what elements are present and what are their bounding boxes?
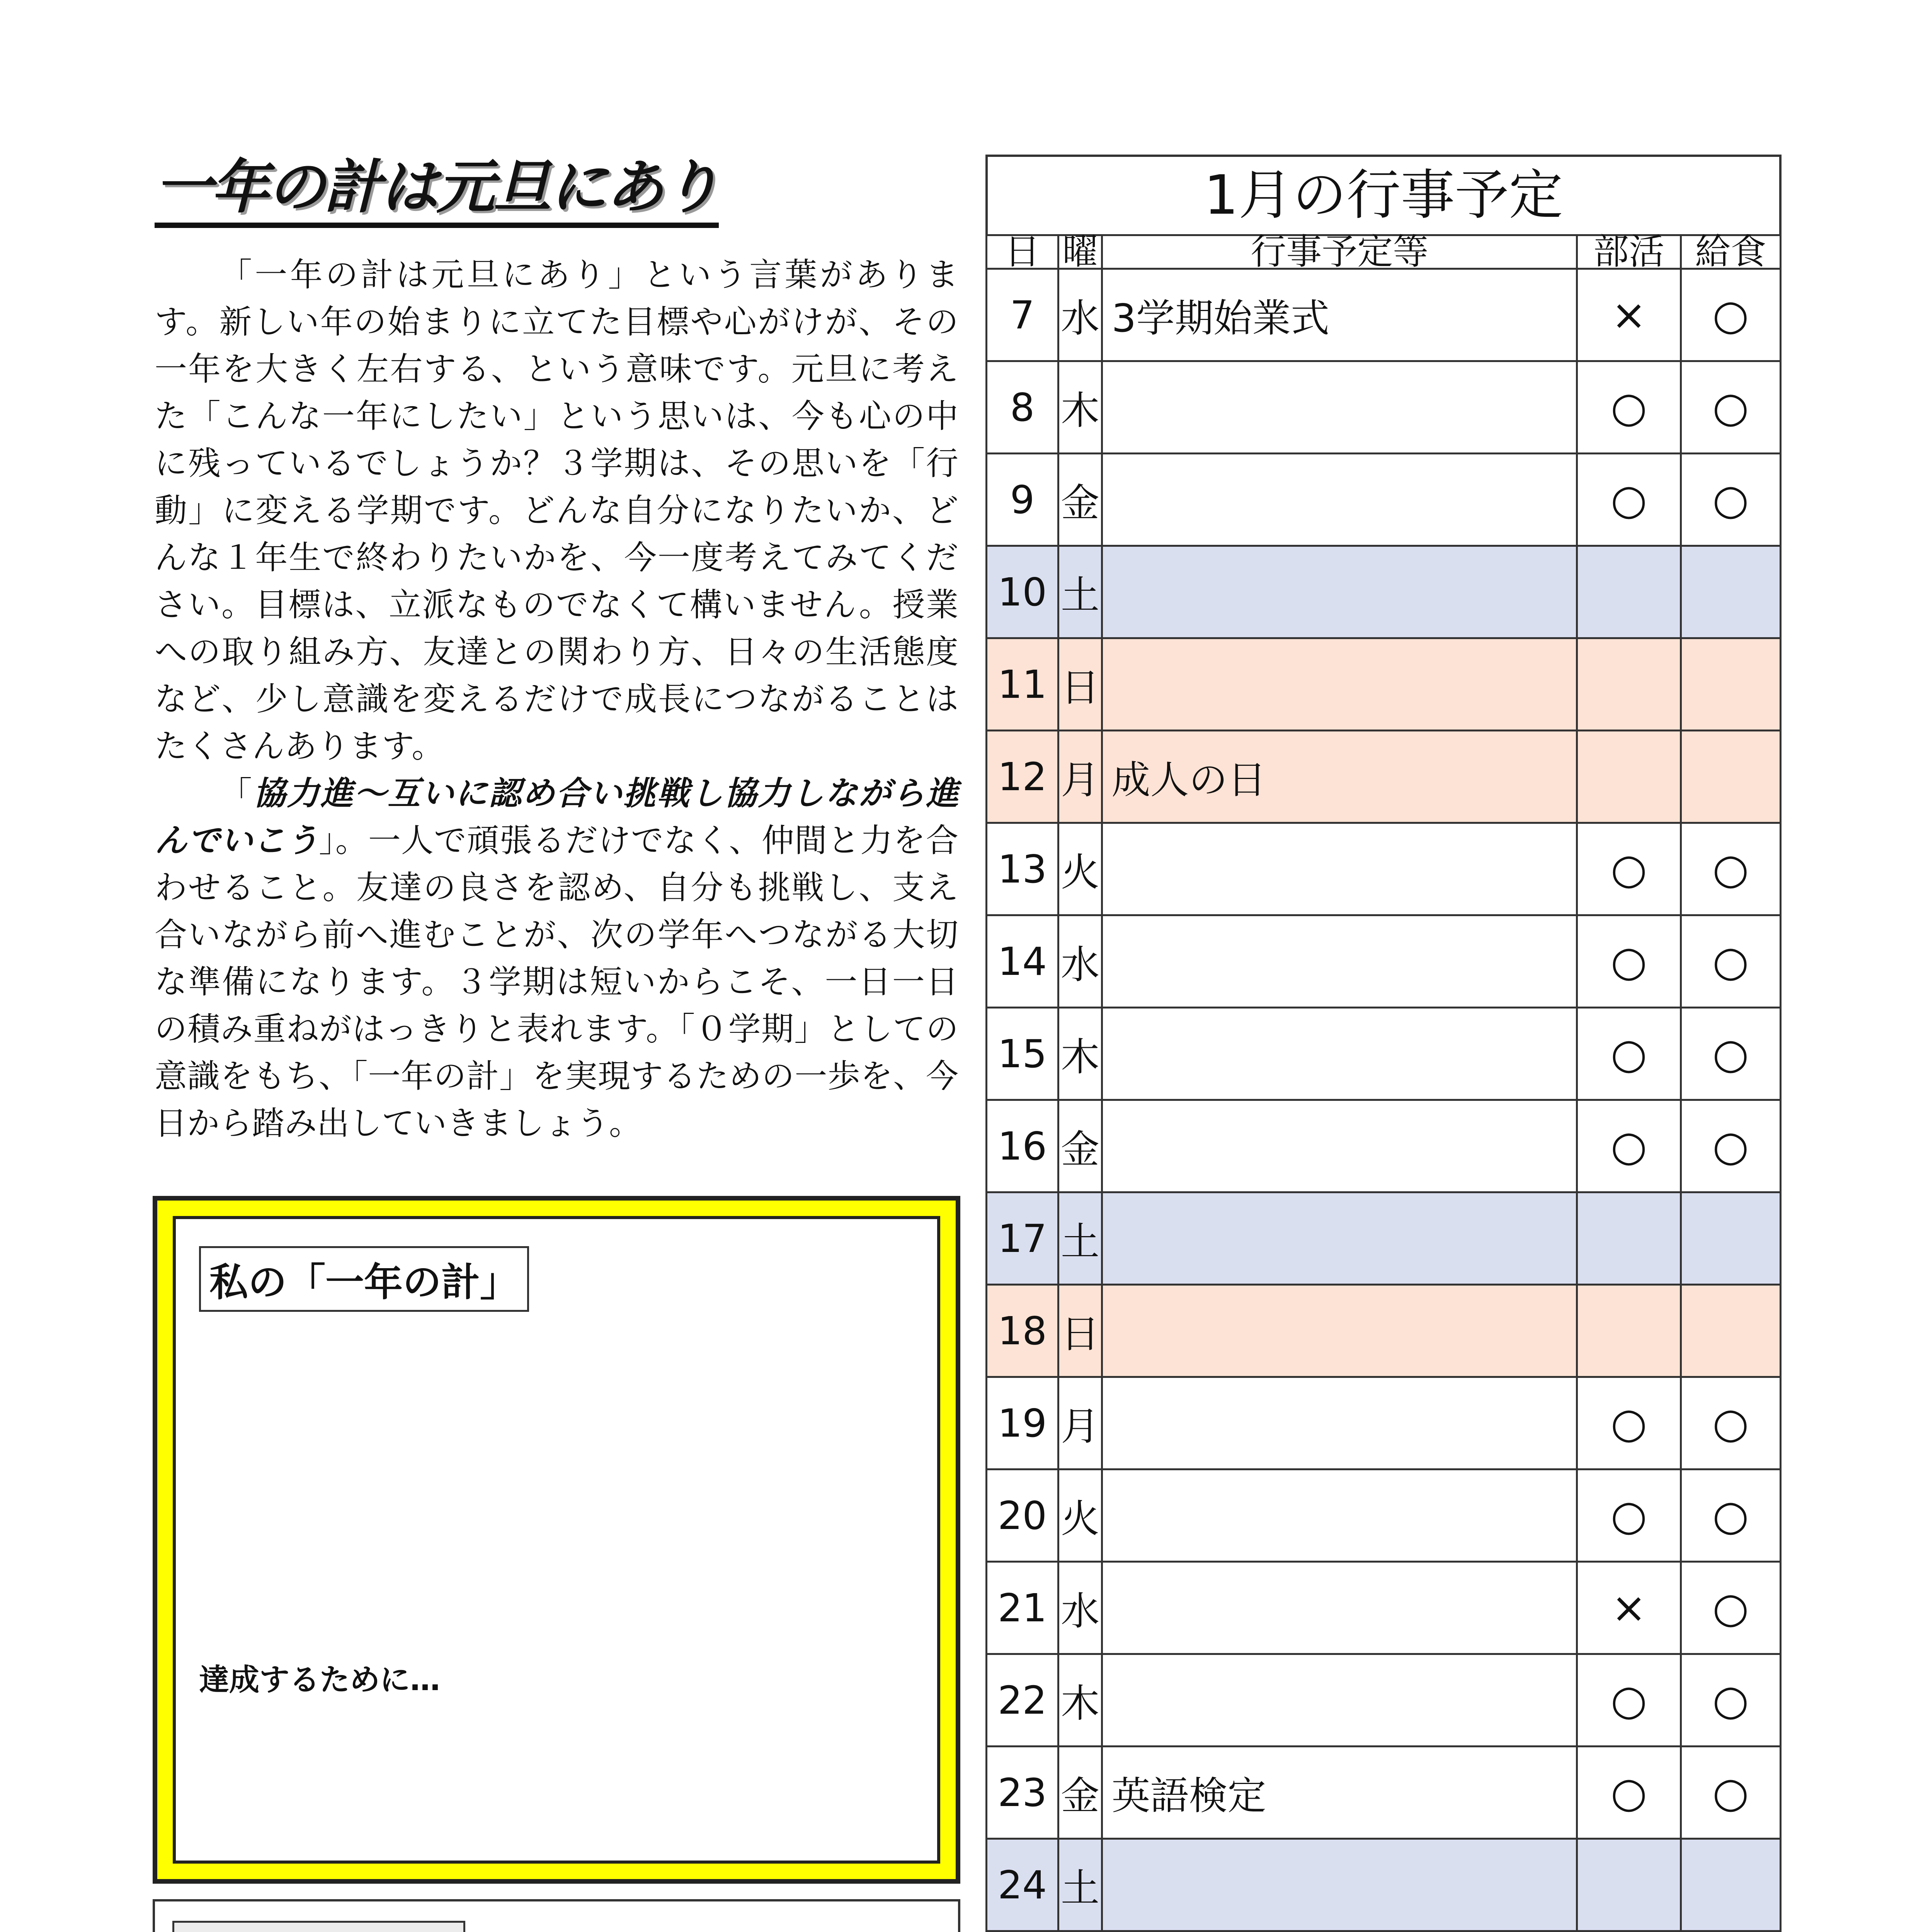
schedule-title: 1月の行事予定 bbox=[985, 155, 1782, 234]
schedule-lunch: ○ bbox=[1681, 1100, 1780, 1192]
schedule-day: 23 bbox=[987, 1747, 1058, 1839]
schedule-event bbox=[1102, 1839, 1577, 1931]
schedule-row bbox=[987, 1008, 1781, 1100]
goal-title: 私の「一年の計」 bbox=[199, 1246, 529, 1312]
schedule-weekday: 月 bbox=[1058, 1377, 1102, 1469]
schedule-event bbox=[1102, 454, 1577, 546]
schedule-lunch: ○ bbox=[1681, 269, 1780, 361]
schedule-weekday: 金 bbox=[1058, 1747, 1102, 1839]
schedule-weekday: 木 bbox=[1058, 361, 1102, 454]
schedule-event bbox=[1102, 1654, 1577, 1747]
schedule-day: 16 bbox=[987, 1100, 1058, 1192]
schedule-event bbox=[1102, 1562, 1577, 1654]
schedule-event bbox=[1102, 1285, 1577, 1377]
schedule-day: 24 bbox=[987, 1839, 1058, 1931]
schedule-weekday: 土 bbox=[1058, 546, 1102, 638]
schedule-day: 22 bbox=[987, 1654, 1058, 1747]
schedule-lunch bbox=[1681, 1192, 1780, 1285]
schedule-rows bbox=[987, 269, 1781, 1932]
schedule-weekday: 木 bbox=[1058, 1654, 1102, 1747]
class-motto: 協力進～互いに認め合い挑戦し協力しながら進んでいこう bbox=[155, 774, 958, 859]
schedule-weekday: 火 bbox=[1058, 823, 1102, 915]
schedule-weekday: 土 bbox=[1058, 1839, 1102, 1931]
schedule-row bbox=[987, 454, 1781, 546]
header-weekday: 曜 bbox=[1058, 235, 1102, 269]
schedule-day: 14 bbox=[987, 915, 1058, 1008]
schedule-row bbox=[987, 1747, 1781, 1839]
schedule-day: 8 bbox=[987, 361, 1058, 454]
schedule-club: ○ bbox=[1577, 1008, 1681, 1100]
schedule-row bbox=[987, 1562, 1781, 1654]
schedule-club: ○ bbox=[1577, 915, 1681, 1008]
schedule-lunch: ○ bbox=[1681, 1008, 1780, 1100]
schedule-weekday: 日 bbox=[1058, 1285, 1102, 1377]
schedule-club bbox=[1577, 1192, 1681, 1285]
schedule-day: 17 bbox=[987, 1192, 1058, 1285]
goal-writing-area bbox=[173, 1216, 940, 1864]
schedule-lunch: ○ bbox=[1681, 1562, 1780, 1654]
schedule-row bbox=[987, 1469, 1781, 1562]
schedule-day: 12 bbox=[987, 731, 1058, 823]
schedule-weekday: 金 bbox=[1058, 1100, 1102, 1192]
schedule-header-row bbox=[987, 235, 1781, 269]
goal-subtitle: 達成するために… bbox=[199, 1663, 441, 1697]
schedule-club bbox=[1577, 638, 1681, 731]
header-day: 日 bbox=[987, 235, 1058, 269]
header-club: 部活 bbox=[1577, 235, 1681, 269]
schedule-event bbox=[1102, 1100, 1577, 1192]
header-event: 行事予定等 bbox=[1102, 235, 1577, 269]
schedule-club: × bbox=[1577, 269, 1681, 361]
article-paragraph-1: 「一年の計は元旦にあり」という言葉があります。新しい年の始まりに立てた目標や心がけが、その一年を大きく左右する、という意味です。元旦に考えた「こんな一年にしたい」という思いは、今も心の中に残っているでしょうか？３学期は、その思いを「行動」に変える学期です。どんな自分になりたいか、どんな１年生で終わりたいかを、今一度考えてみてください。目標は、立派なものでなくて構いません。授業への取り組み方、友達との関わり方、日々の生活態度など、少し意識を変えるだけで成長につながることはたくさんあります。 bbox=[155, 256, 958, 765]
schedule-day: 15 bbox=[987, 1008, 1058, 1100]
schedule-event bbox=[1102, 1377, 1577, 1469]
schedule-lunch: ○ bbox=[1681, 1747, 1780, 1839]
schedule-club: ○ bbox=[1577, 454, 1681, 546]
schedule-lunch: ○ bbox=[1681, 1377, 1780, 1469]
schedule-day: 19 bbox=[987, 1377, 1058, 1469]
schedule-lunch bbox=[1681, 1285, 1780, 1377]
schedule-club bbox=[1577, 731, 1681, 823]
schedule-row bbox=[987, 1839, 1781, 1931]
parents-notice bbox=[153, 1899, 960, 1932]
schedule-event: 成人の日 bbox=[1102, 731, 1577, 823]
schedule-day: 18 bbox=[987, 1285, 1058, 1377]
schedule-weekday: 金 bbox=[1058, 454, 1102, 546]
schedule-event bbox=[1102, 361, 1577, 454]
article-paragraph-2-rest: 」。一人で頑張るだけでなく、仲間と力を合わせること。友達の良さを認め、自分も挑戦し、支え合いながら前へ進むことが、次の学年へつながる大切な準備になります。３学期は短いからこそ、一日一日の積み重ねがはっきりと表れます。「０学期」としての意識をもち、「一年の計」を実現するための一歩を、今日から踏み出していきましょう。 bbox=[155, 821, 958, 1142]
schedule-club: × bbox=[1577, 1562, 1681, 1654]
schedule-event bbox=[1102, 823, 1577, 915]
schedule-row bbox=[987, 1654, 1781, 1747]
schedule-weekday: 水 bbox=[1058, 915, 1102, 1008]
schedule-club: ○ bbox=[1577, 1747, 1681, 1839]
schedule-day: 9 bbox=[987, 454, 1058, 546]
quote-open: 「 bbox=[220, 774, 254, 812]
schedule-lunch: ○ bbox=[1681, 1654, 1780, 1747]
schedule-weekday: 水 bbox=[1058, 1562, 1102, 1654]
article-body bbox=[155, 251, 958, 1147]
schedule-row bbox=[987, 269, 1781, 361]
schedule-club bbox=[1577, 1285, 1681, 1377]
schedule-weekday: 水 bbox=[1058, 269, 1102, 361]
schedule-row bbox=[987, 823, 1781, 915]
schedule-day: 20 bbox=[987, 1469, 1058, 1562]
schedule-lunch bbox=[1681, 638, 1780, 731]
schedule-event bbox=[1102, 1192, 1577, 1285]
schedule-lunch bbox=[1681, 1839, 1780, 1931]
schedule-day: 7 bbox=[987, 269, 1058, 361]
schedule-club: ○ bbox=[1577, 823, 1681, 915]
schedule-event bbox=[1102, 915, 1577, 1008]
january-schedule-table bbox=[985, 155, 1782, 1932]
schedule-lunch: ○ bbox=[1681, 915, 1780, 1008]
schedule-row bbox=[987, 915, 1781, 1008]
header-lunch: 給食 bbox=[1681, 235, 1780, 269]
schedule-event: 3学期始業式 bbox=[1102, 269, 1577, 361]
goal-box bbox=[153, 1196, 960, 1884]
schedule-row bbox=[987, 361, 1781, 454]
schedule-club bbox=[1577, 546, 1681, 638]
schedule-row bbox=[987, 1377, 1781, 1469]
schedule-day: 10 bbox=[987, 546, 1058, 638]
schedule-club bbox=[1577, 1839, 1681, 1931]
schedule-row bbox=[987, 1285, 1781, 1377]
schedule-lunch: ○ bbox=[1681, 454, 1780, 546]
schedule-club: ○ bbox=[1577, 361, 1681, 454]
schedule-event bbox=[1102, 638, 1577, 731]
schedule-row bbox=[987, 546, 1781, 638]
schedule-row bbox=[987, 638, 1781, 731]
schedule-lunch: ○ bbox=[1681, 823, 1780, 915]
schedule-event bbox=[1102, 1469, 1577, 1562]
schedule-weekday: 月 bbox=[1058, 731, 1102, 823]
schedule-row bbox=[987, 1100, 1781, 1192]
schedule-lunch bbox=[1681, 546, 1780, 638]
schedule-event bbox=[1102, 546, 1577, 638]
schedule-lunch: ○ bbox=[1681, 1469, 1780, 1562]
parents-title bbox=[172, 1921, 465, 1932]
schedule-club: ○ bbox=[1577, 1100, 1681, 1192]
schedule-weekday: 日 bbox=[1058, 638, 1102, 731]
schedule-weekday: 木 bbox=[1058, 1008, 1102, 1100]
article-paragraph-2 bbox=[155, 770, 958, 1147]
schedule-event: 英語検定 bbox=[1102, 1747, 1577, 1839]
schedule-day: 21 bbox=[987, 1562, 1058, 1654]
article-title: 一年の計は元旦にあり bbox=[155, 155, 719, 228]
schedule-lunch: ○ bbox=[1681, 361, 1780, 454]
schedule-event bbox=[1102, 1008, 1577, 1100]
schedule-club: ○ bbox=[1577, 1469, 1681, 1562]
schedule-row bbox=[987, 1192, 1781, 1285]
schedule-row bbox=[987, 731, 1781, 823]
schedule-weekday: 火 bbox=[1058, 1469, 1102, 1562]
schedule-day: 13 bbox=[987, 823, 1058, 915]
schedule-weekday: 土 bbox=[1058, 1192, 1102, 1285]
schedule-club: ○ bbox=[1577, 1654, 1681, 1747]
schedule-lunch bbox=[1681, 731, 1780, 823]
schedule-day: 11 bbox=[987, 638, 1058, 731]
schedule-club: ○ bbox=[1577, 1377, 1681, 1469]
